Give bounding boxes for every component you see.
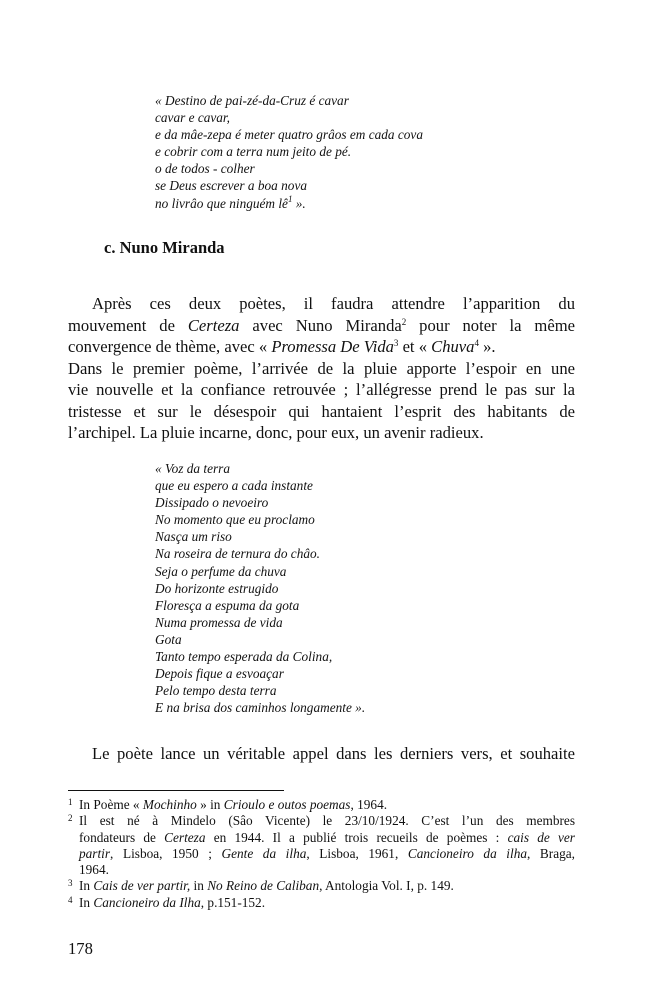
poem-line: o de todos - colher bbox=[155, 161, 255, 177]
italic-title: Cancioneiro da ilha bbox=[407, 845, 527, 861]
poem-line: Na roseira de ternura do châo. bbox=[155, 546, 320, 562]
paragraph-line bbox=[68, 336, 575, 358]
text: In Poème « bbox=[79, 797, 143, 812]
poem-line: Seja o perfume da chuva bbox=[155, 563, 287, 579]
footnotes bbox=[68, 797, 575, 911]
poem-line: se Deus escrever a boa nova bbox=[155, 178, 308, 194]
text: mouvement de bbox=[68, 315, 188, 335]
footnote-line bbox=[79, 797, 575, 813]
text: In bbox=[79, 894, 94, 910]
text: in bbox=[190, 878, 208, 894]
footnote-ref[interactable]: 4 bbox=[474, 338, 479, 348]
italic-title: No Reino de Caliban bbox=[207, 878, 320, 894]
footnote-number: 2 bbox=[68, 813, 73, 824]
text: en 1944. Il a publié trois recueils de poèmes : bbox=[205, 829, 508, 845]
footnote-number: 3 bbox=[68, 878, 73, 889]
poem-quote-2 bbox=[155, 460, 365, 716]
poem-line: Numa promessa de vida bbox=[155, 614, 283, 630]
footnote-line bbox=[79, 895, 575, 911]
page-number: 178 bbox=[68, 939, 93, 958]
footnote-1 bbox=[68, 797, 575, 813]
poem-line-end: ». bbox=[292, 195, 306, 211]
text: , Braga, bbox=[527, 845, 575, 861]
section-heading: c. Nuno Miranda bbox=[104, 238, 225, 257]
italic-title: Gente da ilha bbox=[221, 845, 307, 861]
paragraph-line: vie nouvelle et la confiance retrouvée ; l’allégresse prend le pas sur la bbox=[68, 380, 575, 399]
text: pour noter la même bbox=[406, 315, 575, 335]
italic-title: partir bbox=[79, 845, 111, 861]
paragraph-line: Après ces deux poètes, il faudra attendre l’apparition du bbox=[92, 294, 575, 313]
poem-line: No momento que eu proclamo bbox=[155, 512, 315, 528]
paragraph-line: Dans le premier poème, l’arrivée de la pluie apporte l’espoir en une bbox=[68, 358, 575, 378]
italic-title: cais de ver bbox=[507, 829, 575, 845]
italic-title: Certeza bbox=[187, 315, 240, 335]
poem-quote-1 bbox=[155, 92, 423, 212]
footnote-ref[interactable]: 1 bbox=[287, 193, 293, 204]
poem-line: « Voz da terra bbox=[155, 461, 230, 476]
footnote-line: Il est né à Mindelo (Sâo Vicente) le 23/10/1924. C’est l’un des membres bbox=[79, 813, 575, 829]
paragraph-line: l’archipel. La pluie incarne, donc, pour eux, un avenir radieux. bbox=[68, 423, 484, 442]
poem-line: Nasça um riso bbox=[155, 529, 232, 545]
paragraph-2 bbox=[68, 743, 575, 765]
text: fondateurs de bbox=[79, 829, 165, 845]
footnote-line bbox=[79, 846, 575, 862]
text: , Lisboa, 1961, bbox=[306, 845, 408, 861]
footnote-3 bbox=[68, 878, 575, 894]
poem-line: Depois fique a esvoaçar bbox=[155, 666, 284, 682]
footnote-line bbox=[79, 878, 575, 894]
text: et « bbox=[398, 337, 432, 356]
italic-title: Cancioneiro da Ilha bbox=[93, 894, 201, 910]
poem-line: Tanto tempo esperada da Colina, bbox=[155, 649, 333, 665]
footnote-4 bbox=[68, 895, 575, 911]
italic-title: Cais de ver partir, bbox=[93, 878, 191, 894]
text: convergence de thème, avec « bbox=[68, 337, 272, 356]
paragraph-line bbox=[68, 315, 575, 337]
text: , Antologia Vol. I, p. 149. bbox=[319, 878, 454, 894]
poem-line: « Destino de pai-zé-da-Cruz é cavar bbox=[155, 93, 349, 108]
text: In bbox=[79, 878, 94, 894]
paragraph-1 bbox=[68, 293, 575, 444]
poem-line: E na brisa dos caminhos longamente ». bbox=[155, 700, 366, 716]
footnote-ref[interactable]: 2 bbox=[401, 316, 407, 327]
poem-line: Pelo tempo desta terra bbox=[155, 683, 277, 699]
footnote-2 bbox=[68, 813, 575, 878]
footnote-number: 1 bbox=[68, 797, 73, 807]
poem-line: Floresça a espuma da gota bbox=[155, 597, 300, 613]
footnote-ref[interactable]: 3 bbox=[393, 338, 399, 348]
text: , p.151-152. bbox=[200, 894, 266, 910]
paragraph-line: tristesse et sur le désespoir qui hantaient l’esprit des habitants de bbox=[68, 401, 575, 421]
footnote-number: 4 bbox=[68, 894, 73, 905]
poem-line: que eu espero a cada instante bbox=[155, 478, 313, 494]
italic-title: Promessa De Vida bbox=[271, 337, 394, 356]
text: , 1964. bbox=[350, 797, 388, 812]
poem-line: Dissipado o nevoeiro bbox=[155, 495, 269, 511]
poem-line: e da mâe-zepa é meter quatro grâos em cada cova bbox=[155, 127, 423, 143]
text: ». bbox=[478, 337, 496, 356]
poem-line bbox=[155, 195, 423, 212]
footnote-line bbox=[79, 830, 575, 846]
poem-line: e cobrir com a terra num jeito de pé. bbox=[155, 144, 352, 160]
poem-line: Gota bbox=[155, 631, 182, 647]
paragraph-line: Le poète lance un véritable appel dans les derniers vers, et souhaite bbox=[92, 744, 575, 763]
poem-line: Do horizonte estrugido bbox=[155, 580, 279, 596]
footnote-separator bbox=[68, 790, 284, 791]
italic-title: Mochinho bbox=[142, 797, 197, 812]
poem-line: cavar e cavar, bbox=[155, 110, 230, 126]
text: , Lisboa, 1950 ; bbox=[110, 845, 222, 861]
italic-title: Chuva bbox=[431, 337, 475, 356]
italic-title: Crioulo e outos poemas bbox=[223, 797, 351, 812]
italic-title: Certeza bbox=[164, 829, 206, 845]
footnote-line: 1964. bbox=[79, 862, 109, 878]
text: » in bbox=[196, 797, 224, 812]
text: avec Nuno Miranda bbox=[239, 315, 402, 335]
poem-line-text: no livrâo que ninguém lê bbox=[155, 195, 288, 211]
